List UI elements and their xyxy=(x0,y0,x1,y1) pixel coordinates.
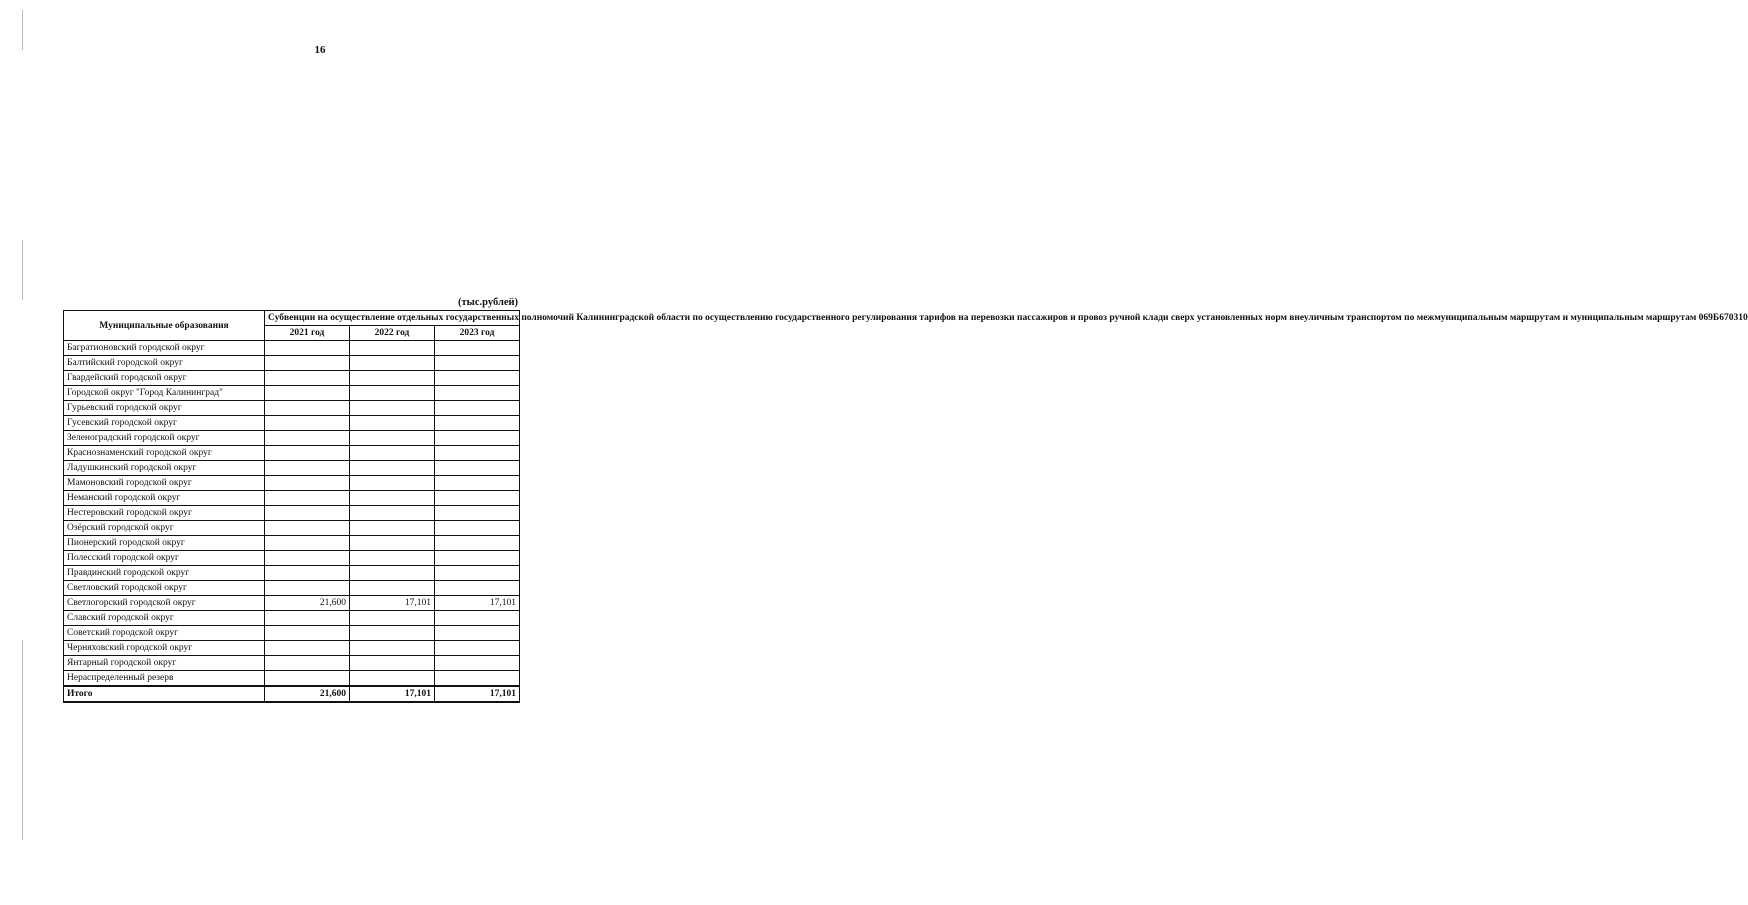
value-2023 xyxy=(435,476,520,491)
value-2022 xyxy=(350,671,435,687)
value-2022 xyxy=(350,506,435,521)
value-2021 xyxy=(265,476,350,491)
table-row xyxy=(64,656,520,671)
value-2023 xyxy=(435,626,520,641)
value-2021 xyxy=(265,431,350,446)
table-row xyxy=(64,551,520,566)
value-2023 xyxy=(435,566,520,581)
column-header-year-2021: 2021 год xyxy=(265,326,350,341)
value-2022 xyxy=(350,641,435,656)
municipality-name: Светлогорский городской округ xyxy=(64,596,265,611)
municipality-name: Пионерский городской округ xyxy=(64,536,265,551)
value-2022 xyxy=(350,386,435,401)
column-header-year-2022: 2022 год xyxy=(350,326,435,341)
value-2023 xyxy=(435,671,520,687)
value-2021 xyxy=(265,566,350,581)
table-row xyxy=(64,446,520,461)
municipality-name: Мамоновский городской округ xyxy=(64,476,265,491)
value-2023 xyxy=(435,371,520,386)
table-row xyxy=(64,461,520,476)
value-2022 xyxy=(350,416,435,431)
value-2021 xyxy=(265,506,350,521)
value-2023 xyxy=(435,416,520,431)
value-2023 xyxy=(435,491,520,506)
municipality-name: Славский городской округ xyxy=(64,611,265,626)
municipality-name: Багратионовский городской округ xyxy=(64,341,265,356)
municipality-name: Гурьевский городской округ xyxy=(64,401,265,416)
table-row xyxy=(64,596,520,611)
value-2021 xyxy=(265,461,350,476)
value-2022 xyxy=(350,611,435,626)
municipality-name: Правдинский городской округ xyxy=(64,566,265,581)
table-row xyxy=(64,491,520,506)
table-row xyxy=(64,521,520,536)
value-2022 xyxy=(350,371,435,386)
value-2022 xyxy=(350,491,435,506)
total-2023: 17,101 xyxy=(435,686,520,702)
value-2023 xyxy=(435,506,520,521)
value-2023 xyxy=(435,386,520,401)
value-2023 xyxy=(435,551,520,566)
value-2022 xyxy=(350,551,435,566)
municipality-name: Неманский городской округ xyxy=(64,491,265,506)
value-2021 xyxy=(265,581,350,596)
column-header-description: Субвенции на осуществление отдельных государственных полномочий Калининградской области по осуществлению государственного регулирования тарифов на перевозки пассажиров и провоз ручной клади сверх установленных норм внеуличным транспортом по межмуниципальным маршрутам и муниципальным маршрутам 069Б670310 xyxy=(265,311,520,326)
table-row xyxy=(64,536,520,551)
value-2023 xyxy=(435,341,520,356)
value-2021 xyxy=(265,386,350,401)
table-row xyxy=(64,431,520,446)
table-row xyxy=(64,626,520,641)
binding-margin-line xyxy=(22,240,23,300)
binding-margin-line xyxy=(22,640,23,840)
municipality-name: Нестеровский городской округ xyxy=(64,506,265,521)
value-2022 xyxy=(350,356,435,371)
total-2022: 17,101 xyxy=(350,686,435,702)
municipality-name: Ладушкинский городской округ xyxy=(64,461,265,476)
municipality-name: Нераспределенный резерв xyxy=(64,671,265,687)
municipality-name: Черняховский городской округ xyxy=(64,641,265,656)
value-2021 xyxy=(265,401,350,416)
table-row xyxy=(64,386,520,401)
table-header-row xyxy=(64,311,520,326)
value-2023 xyxy=(435,446,520,461)
value-2021 xyxy=(265,446,350,461)
table-body xyxy=(64,341,520,687)
column-header-year-2023: 2023 год xyxy=(435,326,520,341)
value-2021 xyxy=(265,371,350,386)
municipality-name: Озёрский городской округ xyxy=(64,521,265,536)
value-2022 xyxy=(350,401,435,416)
value-2023 xyxy=(435,641,520,656)
value-2022 xyxy=(350,581,435,596)
municipality-name: Балтийский городской округ xyxy=(64,356,265,371)
value-2021 xyxy=(265,491,350,506)
value-2023: 17,101 xyxy=(435,596,520,611)
total-2021: 21,600 xyxy=(265,686,350,702)
column-header-municipality: Муниципальные образования xyxy=(64,311,265,341)
value-2022 xyxy=(350,656,435,671)
table-row xyxy=(64,401,520,416)
page-number: 16 xyxy=(314,44,326,56)
value-2022 xyxy=(350,521,435,536)
municipality-name: Городской округ "Город Калининград" xyxy=(64,386,265,401)
table-row xyxy=(64,341,520,356)
value-2021 xyxy=(265,656,350,671)
value-2022 xyxy=(350,446,435,461)
value-2022 xyxy=(350,431,435,446)
table-row xyxy=(64,566,520,581)
table-row xyxy=(64,671,520,687)
value-2023 xyxy=(435,536,520,551)
value-2021 xyxy=(265,521,350,536)
subvention-table xyxy=(63,310,1748,703)
value-2021 xyxy=(265,356,350,371)
value-2021 xyxy=(265,536,350,551)
value-2021 xyxy=(265,341,350,356)
value-2022 xyxy=(350,566,435,581)
table-row xyxy=(64,416,520,431)
value-2023 xyxy=(435,431,520,446)
municipality-name: Полесский городской округ xyxy=(64,551,265,566)
value-2023 xyxy=(435,401,520,416)
value-2022 xyxy=(350,626,435,641)
value-2021 xyxy=(265,641,350,656)
value-2021 xyxy=(265,551,350,566)
municipality-name: Гвардейский городской округ xyxy=(64,371,265,386)
table-row xyxy=(64,641,520,656)
table-row xyxy=(64,581,520,596)
value-2023 xyxy=(435,611,520,626)
value-2021: 21,600 xyxy=(265,596,350,611)
municipality-name: Янтарный городской округ xyxy=(64,656,265,671)
value-2023 xyxy=(435,656,520,671)
value-2022 xyxy=(350,341,435,356)
units-label: (тыс.рублей) xyxy=(458,297,519,308)
total-label: Итого xyxy=(64,686,265,702)
value-2023 xyxy=(435,521,520,536)
value-2023 xyxy=(435,461,520,476)
municipality-name: Зеленоградский городской округ xyxy=(64,431,265,446)
municipality-name: Светловский городской округ xyxy=(64,581,265,596)
value-2021 xyxy=(265,611,350,626)
value-2023 xyxy=(435,581,520,596)
table-row xyxy=(64,506,520,521)
municipality-name: Советский городской округ xyxy=(64,626,265,641)
table-total-row xyxy=(64,686,520,702)
table-row xyxy=(64,371,520,386)
value-2022 xyxy=(350,461,435,476)
municipality-name: Краснознаменский городской округ xyxy=(64,446,265,461)
value-2022: 17,101 xyxy=(350,596,435,611)
value-2021 xyxy=(265,626,350,641)
value-2022 xyxy=(350,476,435,491)
value-2021 xyxy=(265,416,350,431)
value-2023 xyxy=(435,356,520,371)
value-2021 xyxy=(265,671,350,687)
table-row xyxy=(64,356,520,371)
value-2022 xyxy=(350,536,435,551)
table-row xyxy=(64,476,520,491)
table-row xyxy=(64,611,520,626)
municipality-name: Гусевский городской округ xyxy=(64,416,265,431)
